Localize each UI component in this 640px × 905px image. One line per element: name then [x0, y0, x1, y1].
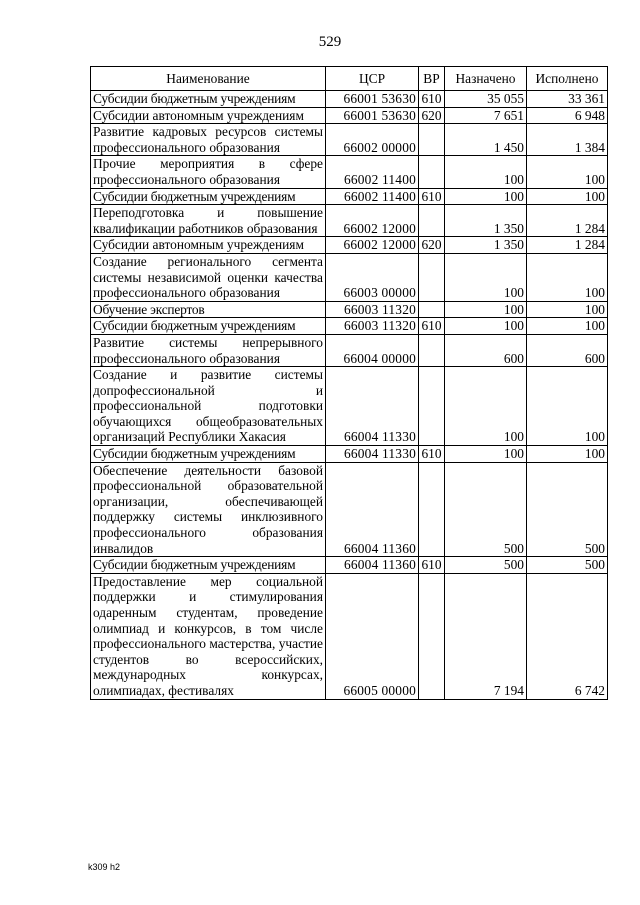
row-executed: 100	[527, 367, 608, 446]
table-row	[91, 334, 608, 366]
row-executed: 1 284	[527, 237, 608, 254]
page-number: 529	[318, 34, 342, 50]
row-executed: 100	[527, 188, 608, 205]
footer-code: k309 h2	[88, 862, 121, 872]
table-row	[91, 107, 608, 124]
row-vr: 610	[419, 557, 445, 574]
row-executed: 100	[527, 301, 608, 318]
row-csr: 66003 11320	[326, 301, 419, 318]
row-name: Обучение экспертов	[91, 301, 326, 318]
table-row	[91, 188, 608, 205]
row-name: Субсидии бюджетным учреждениям	[91, 446, 326, 463]
table-row	[91, 573, 608, 699]
row-executed: 6 948	[527, 107, 608, 124]
table-row	[91, 124, 608, 156]
header-vr: ВР	[419, 67, 445, 91]
row-name: Прочие мероприятия в сфере профессионального образования	[91, 156, 326, 188]
row-vr	[419, 462, 445, 557]
row-vr	[419, 367, 445, 446]
row-executed: 100	[527, 446, 608, 463]
row-csr: 66003 11320	[326, 318, 419, 335]
row-vr: 620	[419, 107, 445, 124]
budget-table	[90, 66, 608, 700]
row-csr: 66002 11400	[326, 156, 419, 188]
row-planned: 7 651	[445, 107, 527, 124]
row-csr: 66004 11330	[326, 446, 419, 463]
row-vr	[419, 156, 445, 188]
row-planned: 100	[445, 156, 527, 188]
row-executed: 100	[527, 253, 608, 301]
table-row	[91, 156, 608, 188]
row-planned: 100	[445, 301, 527, 318]
table-row	[91, 237, 608, 254]
row-executed: 500	[527, 462, 608, 557]
row-vr	[419, 253, 445, 301]
row-csr: 66002 12000	[326, 205, 419, 237]
row-planned: 100	[445, 188, 527, 205]
table-row	[91, 557, 608, 574]
row-planned: 1 350	[445, 237, 527, 254]
row-name: Субсидии бюджетным учреждениям	[91, 188, 326, 205]
row-vr	[419, 573, 445, 699]
row-executed: 500	[527, 557, 608, 574]
row-name: Предоставление мер социальной поддержки и стимулирования одаренным студентам, проведение олимпиад и конкурсов, в том числе профессионального мастерства, участие студентов во всероссийских, международных конкурсах, олимпиадах, фестивалях	[91, 573, 326, 699]
row-csr: 66004 11330	[326, 367, 419, 446]
row-csr: 66004 11360	[326, 462, 419, 557]
row-planned: 500	[445, 462, 527, 557]
row-vr: 610	[419, 188, 445, 205]
row-planned: 7 194	[445, 573, 527, 699]
row-name: Субсидии бюджетным учреждениям	[91, 91, 326, 108]
header-csr: ЦСР	[326, 67, 419, 91]
row-vr: 620	[419, 237, 445, 254]
row-csr: 66004 11360	[326, 557, 419, 574]
table-row	[91, 318, 608, 335]
row-planned: 1 450	[445, 124, 527, 156]
row-name: Создание и развитие системы допрофессиональной и профессиональной подготовки обучающихся общеобразовательных организаций Республики Хакасия	[91, 367, 326, 446]
table-row	[91, 301, 608, 318]
row-vr: 610	[419, 91, 445, 108]
row-csr: 66002 00000	[326, 124, 419, 156]
row-name: Переподготовка и повышение квалификации работников образования	[91, 205, 326, 237]
row-executed: 6 742	[527, 573, 608, 699]
row-vr	[419, 301, 445, 318]
row-name: Субсидии бюджетным учреждениям	[91, 318, 326, 335]
header-planned: Назначено	[445, 67, 527, 91]
table-header-row	[91, 67, 608, 91]
row-executed: 600	[527, 334, 608, 366]
row-csr: 66004 00000	[326, 334, 419, 366]
row-csr: 66001 53630	[326, 91, 419, 108]
table-row	[91, 253, 608, 301]
row-name: Развитие кадровых ресурсов системы профессионального образования	[91, 124, 326, 156]
row-name: Субсидии бюджетным учреждениям	[91, 557, 326, 574]
row-executed: 100	[527, 318, 608, 335]
row-planned: 100	[445, 253, 527, 301]
table-row	[91, 91, 608, 108]
row-executed: 100	[527, 156, 608, 188]
row-csr: 66005 00000	[326, 573, 419, 699]
row-vr	[419, 205, 445, 237]
row-executed: 1 384	[527, 124, 608, 156]
row-planned: 100	[445, 318, 527, 335]
row-name: Субсидии автономным учреждениям	[91, 107, 326, 124]
row-planned: 500	[445, 557, 527, 574]
row-planned: 1 350	[445, 205, 527, 237]
row-vr	[419, 124, 445, 156]
header-executed: Исполнено	[527, 67, 608, 91]
row-name: Создание регионального сегмента системы независимой оценки качества профессионального образования	[91, 253, 326, 301]
table-row	[91, 462, 608, 557]
row-vr: 610	[419, 446, 445, 463]
row-csr: 66003 00000	[326, 253, 419, 301]
row-planned: 600	[445, 334, 527, 366]
row-name: Развитие системы непрерывного профессионального образования	[91, 334, 326, 366]
row-planned: 100	[445, 367, 527, 446]
row-name: Обеспечение деятельности базовой профессиональной образовательной организации, обеспечивающей поддержку системы инклюзивного профессионального образования инвалидов	[91, 462, 326, 557]
row-executed: 33 361	[527, 91, 608, 108]
row-csr: 66002 11400	[326, 188, 419, 205]
table-row	[91, 446, 608, 463]
header-name: Наименование	[91, 67, 326, 91]
row-csr: 66001 53630	[326, 107, 419, 124]
table-row	[91, 205, 608, 237]
row-name: Субсидии автономным учреждениям	[91, 237, 326, 254]
table-row	[91, 367, 608, 446]
row-csr: 66002 12000	[326, 237, 419, 254]
row-planned: 100	[445, 446, 527, 463]
row-executed: 1 284	[527, 205, 608, 237]
row-vr: 610	[419, 318, 445, 335]
row-planned: 35 055	[445, 91, 527, 108]
row-vr	[419, 334, 445, 366]
